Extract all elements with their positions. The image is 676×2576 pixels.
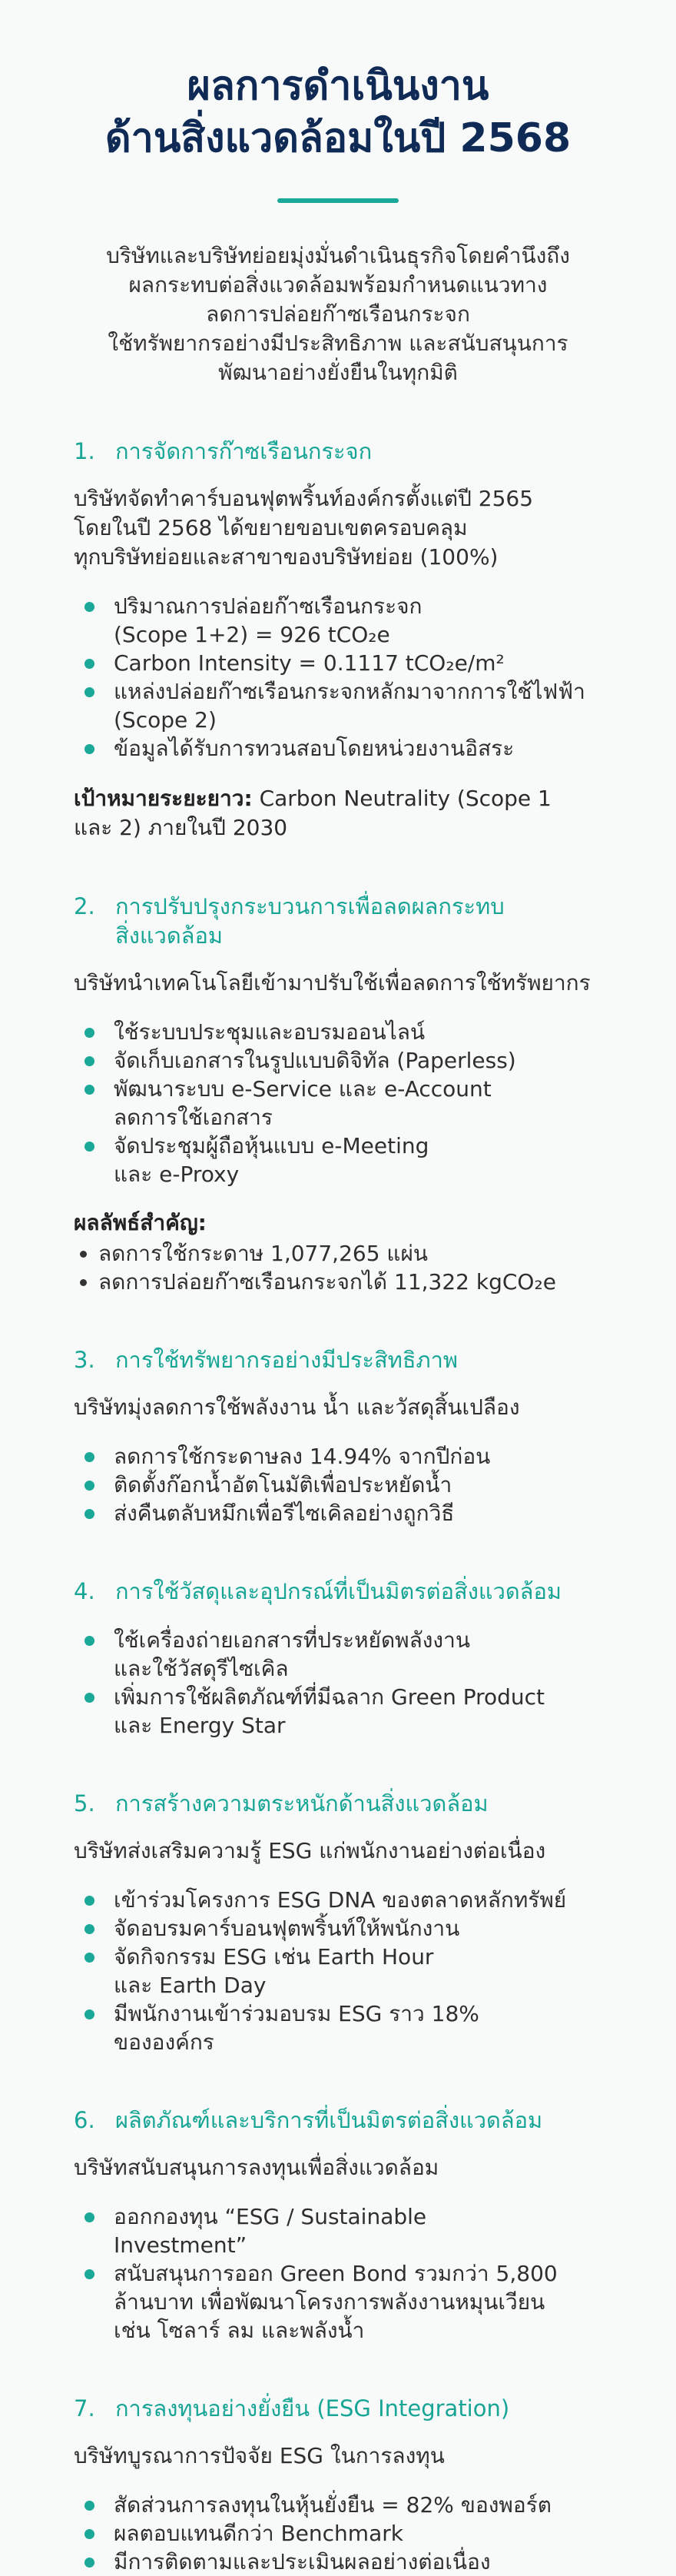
section-heading (74, 2394, 602, 2423)
paragraph-line: บริษัทจัดทำคาร์บอนฟุตพริ้นท์องค์กรตั้งแต่ปี 2565 (74, 486, 534, 511)
list-item-line: ใช้เครื่องถ่ายเอกสารที่ประหยัดพลังงาน (114, 1627, 470, 1653)
list-item-line: พัฒนาระบบ e-Service และ e-Account (114, 1076, 492, 1102)
list-item (74, 2202, 602, 2259)
bullet-dot-icon (84, 659, 94, 669)
results-label: ผลลัพธ์สำคัญ: (74, 1210, 207, 1235)
list-item-line: ผลตอบแทนดีกว่า Benchmark (114, 2521, 403, 2546)
list-item (74, 592, 602, 649)
bullet-dot-icon (84, 1693, 94, 1703)
section-ghg-management (74, 437, 602, 843)
list-item-line: ขององค์กร (114, 2029, 214, 2055)
bullet-dot-icon (84, 1452, 94, 1462)
section-paragraph: บริษัทนำเทคโนโลยีเข้ามาปรับใช้เพื่อลดการใช้ทรัพยากร (74, 970, 591, 995)
list-item-line: และ Energy Star (114, 1713, 286, 1738)
target-text: Carbon Neutrality (Scope 1 (252, 786, 552, 811)
bullet-dot-icon (84, 2269, 94, 2279)
intro-paragraph (74, 241, 602, 387)
section-number: 4. (74, 1578, 95, 1604)
bullet-dot-icon (84, 1896, 94, 1906)
section-eco-materials (74, 1577, 602, 1740)
section-number: 2. (74, 893, 95, 919)
list-item-line: เข้าร่วมโครงการ ESG DNA ของตลาดหลักทรัพย์ (114, 1887, 567, 1913)
bullet-dot-icon (84, 1056, 94, 1066)
list-item (74, 1018, 602, 1046)
section-number: 7. (74, 2395, 95, 2421)
section-heading (74, 892, 602, 950)
list-item-line: (Scope 2) (114, 707, 217, 733)
bullet-dot-icon (84, 1142, 94, 1152)
list-item (74, 2491, 602, 2519)
intro-line: ลดการปล่อยก๊าซเรือนกระจก (206, 301, 470, 327)
section-title: ผลิตภัณฑ์และบริการที่เป็นมิตรต่อสิ่งแวดล้อม (115, 2107, 543, 2133)
section-title: การใช้วัสดุและอุปกรณ์ที่เป็นมิตรต่อสิ่งแวดล้อม (115, 1578, 562, 1604)
list-item-line: ข้อมูลได้รับการทวนสอบโดยหน่วยงานอิสระ (114, 736, 515, 761)
bullet-dot-icon (84, 2501, 94, 2511)
list-item-line: ใช้ระบบประชุมและอบรมออนไลน์ (114, 1019, 426, 1045)
section-title: การจัดการก๊าซเรือนกระจก (115, 438, 373, 464)
list-item-line: และ e-Proxy (114, 1162, 240, 1187)
list-item (74, 1886, 602, 1914)
bullet-dot-icon (84, 1924, 94, 1934)
section-esg-integration (74, 2394, 602, 2576)
list-item-line: สนับสนุนการออก Green Bond รวมกว่า 5,800 (114, 2261, 558, 2286)
list-item-line: ล้านบาท เพื่อพัฒนาโครงการพลังงานหมุนเวียน (114, 2289, 545, 2315)
bullet-dot-icon (84, 602, 94, 612)
intro-line: บริษัทและบริษัทย่อยมุ่งมั่นดำเนินธุรกิจโดยคำนึงถึง (106, 243, 570, 268)
bullet-dot-icon (80, 1251, 87, 1258)
section-title-line: การปรับปรุงกระบวนการเพื่อลดผลกระทบ (115, 893, 505, 919)
section-title-line: สิ่งแวดล้อม (115, 922, 223, 949)
list-item-line: ลดการใช้กระดาษลง 14.94% จากปีก่อน (114, 1444, 491, 1469)
bullet-dot-icon (84, 687, 94, 697)
section-process-improvement (74, 892, 602, 1296)
list-item-line: (Scope 1+2) = 926 tCO₂e (114, 622, 390, 647)
list-item-line: จัดเก็บเอกสารในรูปแบบดิจิทัล (Paperless) (114, 1048, 516, 1073)
list-item (74, 1132, 602, 1188)
section-heading (74, 1577, 602, 1606)
list-item-line: จัดกิจกรรม ESG เช่น Earth Hour (114, 1944, 434, 1969)
results-list (74, 1239, 602, 1296)
document-page (0, 60, 676, 2576)
list-item (74, 1626, 602, 1683)
section-paragraph: บริษัทส่งเสริมความรู้ ESG แก่พนักงานอย่างต่อเนื่อง (74, 1838, 546, 1863)
list-item-line: ส่งคืนตลับหมึกเพื่อรีไซเคิลอย่างถูกวิธี (114, 1501, 455, 1526)
section-paragraph: บริษัทมุ่งลดการใช้พลังงาน น้ำ และวัสดุสิ้นเปลือง (74, 1394, 520, 1420)
bullet-dot-icon (84, 1953, 94, 1963)
bullet-dot-icon (84, 744, 94, 754)
target-label: เป้าหมายระยะยาว: (74, 786, 253, 811)
bullet-list (74, 1626, 602, 1740)
section-heading (74, 437, 602, 466)
target-line (74, 784, 602, 813)
list-item-line: มีพนักงานเข้าร่วมอบรม ESG ราว 18% (114, 2001, 479, 2026)
list-item (74, 1683, 602, 1740)
list-item (74, 1442, 602, 1471)
list-item-line: สัดส่วนการลงทุนในหุ้นยั่งยืน = 82% ของพอร์ต (114, 2492, 552, 2518)
list-item-line: ลดการใช้เอกสาร (114, 1105, 273, 1130)
bullet-list (74, 1018, 602, 1188)
bullet-list (74, 592, 602, 763)
list-item-line: ปริมาณการปล่อยก๊าซเรือนกระจก (114, 593, 422, 619)
bullet-dot-icon (84, 1085, 94, 1095)
list-item (74, 2259, 602, 2345)
page-title (74, 60, 602, 165)
section-title: การสร้างความตระหนักด้านสิ่งแวดล้อม (115, 1790, 489, 1816)
section-title (115, 892, 602, 950)
list-item (74, 1268, 602, 1296)
list-item-line: มีการติดตามและประเมินผลอย่างต่อเนื่อง (114, 2549, 491, 2574)
section-paragraph (74, 484, 602, 572)
list-item (74, 1499, 602, 1527)
list-item-line: ออกกองทุน “ESG / Sustainable (114, 2204, 427, 2229)
list-item (74, 1075, 602, 1132)
list-item-line: Carbon Intensity = 0.1117 tCO₂e/m² (114, 650, 505, 676)
list-item (74, 1239, 602, 1268)
list-item (74, 1046, 602, 1075)
list-item (74, 734, 602, 763)
section-green-products (74, 2106, 602, 2345)
section-heading (74, 1789, 602, 1818)
list-item (74, 677, 602, 734)
list-item (74, 649, 602, 677)
list-item-line: Investment” (114, 2232, 247, 2258)
section-number: 6. (74, 2107, 95, 2133)
bullet-dot-icon (84, 2529, 94, 2539)
paragraph-line: ทุกบริษัทย่อยและสาขาของบริษัทย่อย (100%) (74, 544, 499, 570)
bullet-list (74, 1442, 602, 1527)
bullet-dot-icon (84, 2212, 94, 2222)
list-item (74, 2548, 602, 2576)
list-item (74, 1943, 602, 1999)
list-item (74, 1999, 602, 2056)
intro-line: พัฒนาอย่างยั่งยืนในทุกมิติ (218, 360, 458, 385)
section-heading (74, 2106, 602, 2135)
section-paragraph: บริษัทบูรณาการปัจจัย ESG ในการลงทุน (74, 2443, 445, 2468)
list-item-line: และ Earth Day (114, 1973, 267, 1998)
section-number: 3. (74, 1347, 95, 1373)
bullet-dot-icon (84, 1481, 94, 1491)
page-title-line: ผลการดำเนินงาน (187, 63, 489, 109)
list-item-line: จัดประชุมผู้ถือหุ้นแบบ e-Meeting (114, 1133, 429, 1158)
list-item (74, 2519, 602, 2548)
section-environmental-awareness (74, 1789, 602, 2056)
section-paragraph: บริษัทสนับสนุนการลงทุนเพื่อสิ่งแวดล้อม (74, 2155, 439, 2180)
paragraph-line: โดยในปี 2568 ได้ขยายขอบเขตครอบคลุม (74, 515, 468, 540)
list-item (74, 1471, 602, 1499)
bullet-dot-icon (80, 1279, 87, 1286)
section-heading (74, 1345, 602, 1374)
bullet-list (74, 2491, 602, 2576)
intro-line: ผลกระทบต่อสิ่งแวดล้อมพร้อมกำหนดแนวทาง (128, 272, 548, 297)
list-item-line: จัดอบรมคาร์บอนฟุตพริ้นท์ให้พนักงาน (114, 1916, 460, 1941)
list-item-line: ลดการปล่อยก๊าซเรือนกระจกได้ 11,322 kgCO₂e (98, 1269, 556, 1295)
bullet-list (74, 2202, 602, 2345)
target-line: และ 2) ภายในปี 2030 (74, 815, 288, 840)
section-title: การลงทุนอย่างยั่งยืน (ESG Integration) (115, 2395, 510, 2421)
long-term-target (74, 784, 602, 843)
intro-line: ใช้ทรัพยากรอย่างมีประสิทธิภาพ และสนับสนุนการ (108, 331, 568, 356)
list-item-line: เช่น โซลาร์ ลม และพลังน้ำ (114, 2318, 365, 2343)
list-item (74, 1914, 602, 1943)
bullet-dot-icon (84, 2009, 94, 2019)
list-item-line: ติดตั้งก๊อกน้ำอัตโนมัติเพื่อประหยัดน้ำ (114, 1472, 452, 1497)
section-resource-efficiency (74, 1345, 602, 1527)
list-item-line: แหล่งปล่อยก๊าซเรือนกระจกหลักมาจากการใช้ไฟฟ้า (114, 679, 585, 704)
section-number: 1. (74, 438, 95, 464)
bullet-dot-icon (84, 2558, 94, 2568)
bullet-dot-icon (84, 1509, 94, 1519)
list-item-line: เพิ่มการใช้ผลิตภัณฑ์ที่มีฉลาก Green Product (114, 1684, 545, 1710)
section-number: 5. (74, 1790, 95, 1816)
list-item-line: และใช้วัสดุรีไซเคิล (114, 1656, 289, 1681)
bullet-list (74, 1886, 602, 2056)
list-item-line: ลดการใช้กระดาษ 1,077,265 แผ่น (98, 1241, 429, 1266)
page-title-line: ด้านสิ่งแวดล้อมในปี 2568 (104, 115, 572, 161)
section-title: การใช้ทรัพยากรอย่างมีประสิทธิภาพ (115, 1347, 459, 1373)
title-underline (277, 198, 399, 203)
bullet-dot-icon (84, 1028, 94, 1038)
bullet-dot-icon (84, 1636, 94, 1646)
